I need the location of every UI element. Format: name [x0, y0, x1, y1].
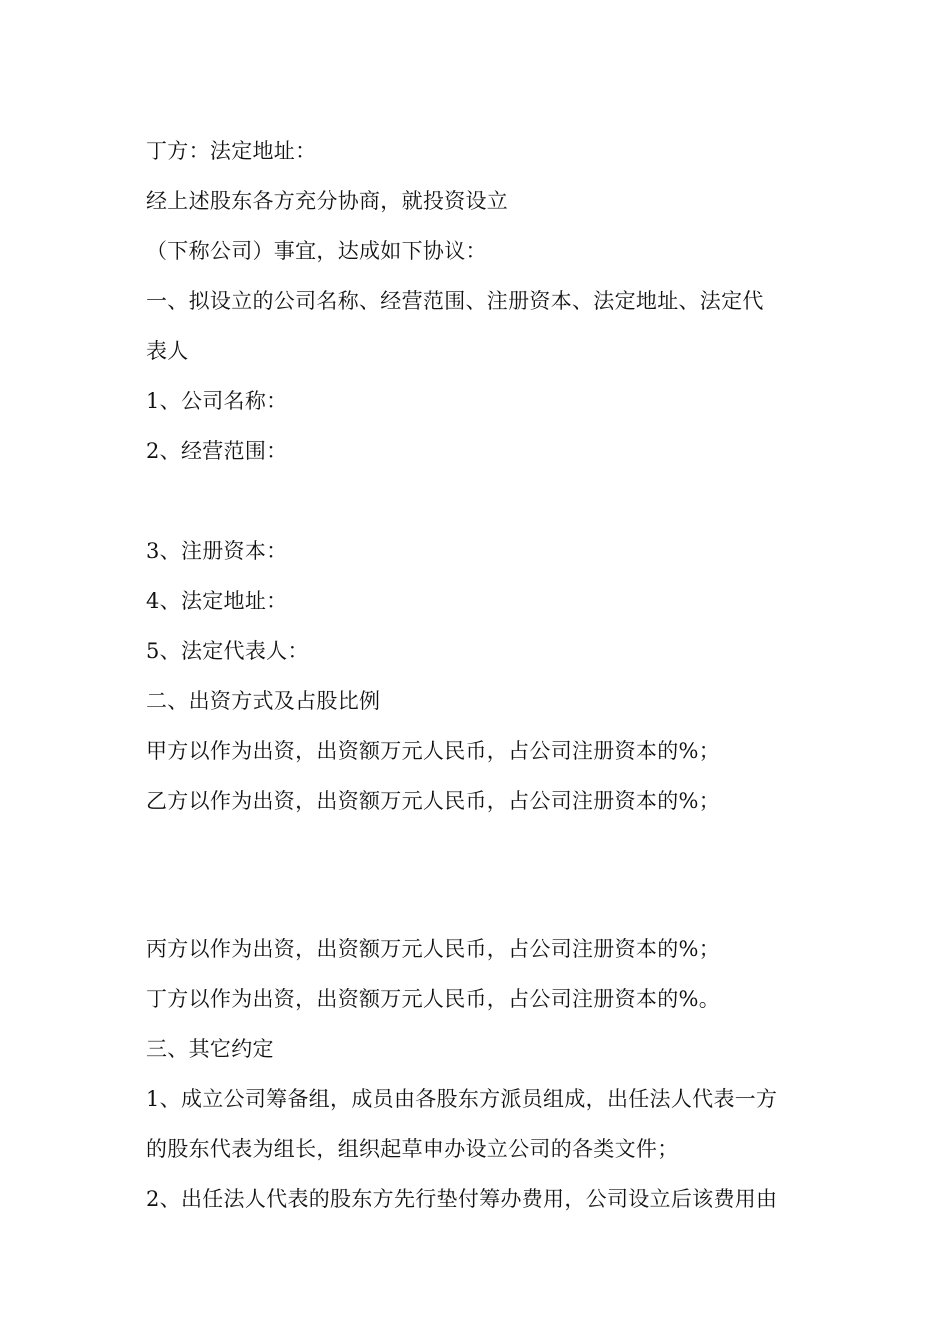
party-a-contribution: 甲方以作为出资，出资额万元人民币，占公司注册资本的%；: [146, 739, 721, 763]
section-1-heading-cont: 表人: [146, 339, 189, 363]
party-d-address: 丁方：法定地址：: [146, 139, 317, 163]
other-terms-2: 2、出任法人代表的股东方先行垫付筹办费用，公司设立后该费用由: [146, 1187, 778, 1211]
agreement-intro: （下称公司）事宜，达成如下协议：: [146, 239, 487, 263]
section-1-heading: 一、拟设立的公司名称、经营范围、注册资本、法定地址、法定代: [146, 289, 764, 313]
consultation-sentence: 经上述股东各方充分协商，就投资设立: [146, 189, 509, 213]
section-2-heading: 二、出资方式及占股比例: [146, 689, 381, 713]
section-3-heading: 三、其它约定: [146, 1037, 274, 1061]
party-c-contribution: 丙方以作为出资，出资额万元人民币，占公司注册资本的%；: [146, 937, 721, 961]
item-registered-capital: 3、注册资本：: [146, 539, 288, 563]
other-terms-1-cont: 的股东代表为组长，组织起草申办设立公司的各类文件；: [146, 1137, 679, 1161]
party-d-contribution: 丁方以作为出资，出资额万元人民币，占公司注册资本的%。: [146, 987, 721, 1011]
party-b-contribution: 乙方以作为出资，出资额万元人民币，占公司注册资本的%；: [146, 789, 721, 813]
other-terms-1: 1、成立公司筹备组，成员由各股东方派员组成，出任法人代表一方: [146, 1087, 778, 1111]
item-company-name: 1、公司名称：: [146, 389, 288, 413]
item-business-scope: 2、经营范围：: [146, 439, 288, 463]
item-legal-representative: 5、法定代表人：: [146, 639, 309, 663]
item-legal-address: 4、法定地址：: [146, 589, 288, 613]
